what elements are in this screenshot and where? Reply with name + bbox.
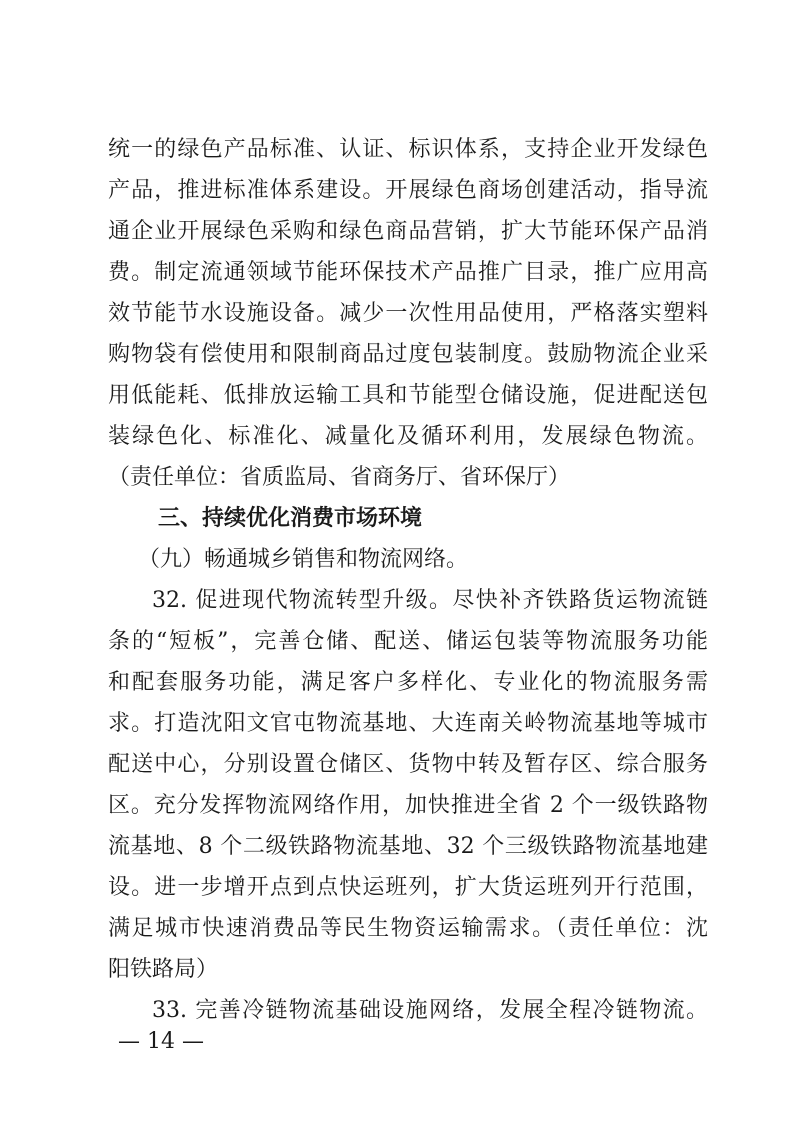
- paragraph-line: 用低能耗、低排放运输工具和节能型仓储设施，促进配送包: [108, 383, 708, 408]
- paragraph-line: 求。打造沈阳文官屯物流基地、大连南关岭物流基地等城市: [108, 711, 708, 736]
- paragraph-line: 购物袋有偿使用和限制商品过度包装制度。鼓励物流企业采: [108, 342, 708, 367]
- paragraph-line: 通企业开展绿色采购和绿色商品营销，扩大节能环保产品消: [108, 219, 708, 244]
- paragraph-line: 配送中心，分别设置仓储区、货物中转及暂存区、综合服务: [108, 752, 708, 777]
- responsibility-note: （责任单位：省质监局、省商务厅、省环保厅）: [108, 465, 571, 490]
- paragraph-line: 32. 促进现代物流转型升级。尽快补齐铁路货运物流链: [152, 588, 708, 613]
- paragraph-line: 阳铁路局）: [108, 957, 219, 982]
- paragraph-line: 设。进一步增开点到点快运班列，扩大货运班列开行范围，: [108, 875, 708, 900]
- paragraph-line: 统一的绿色产品标准、认证、标识体系，支持企业开发绿色: [108, 137, 708, 162]
- page-number: — 14 —: [118, 1029, 204, 1054]
- paragraph-line: 流基地、8 个二级铁路物流基地、32 个三级铁路物流基地建: [108, 834, 708, 859]
- paragraph-line: 和配套服务功能，满足客户多样化、专业化的物流服务需: [108, 670, 708, 695]
- paragraph-line: 区。充分发挥物流网络作用，加快推进全省 2 个一级铁路物: [108, 793, 708, 818]
- section-heading: 三、持续优化消费市场环境: [158, 506, 423, 531]
- paragraph-line: 条的“短板”，完善仓储、配送、储运包装等物流服务功能: [108, 629, 708, 654]
- paragraph-line: 装绿色化、标准化、减量化及循环利用，发展绿色物流。: [108, 424, 708, 449]
- paragraph-line: 满足城市快速消费品等民生物资运输需求。（责任单位：沈: [108, 916, 708, 941]
- paragraph-line: 产品，推进标准体系建设。开展绿色商场创建活动，指导流: [108, 178, 708, 203]
- paragraph-line: 33. 完善冷链物流基础设施网络，发展全程冷链物流。: [152, 998, 708, 1023]
- paragraph-line: 效节能节水设施设备。减少一次性用品使用，严格落实塑料: [108, 301, 708, 326]
- paragraph-line: 费。制定流通领域节能环保技术产品推广目录，推广应用高: [108, 260, 708, 285]
- subsection-heading: （九）畅通城乡销售和物流网络。: [138, 547, 469, 572]
